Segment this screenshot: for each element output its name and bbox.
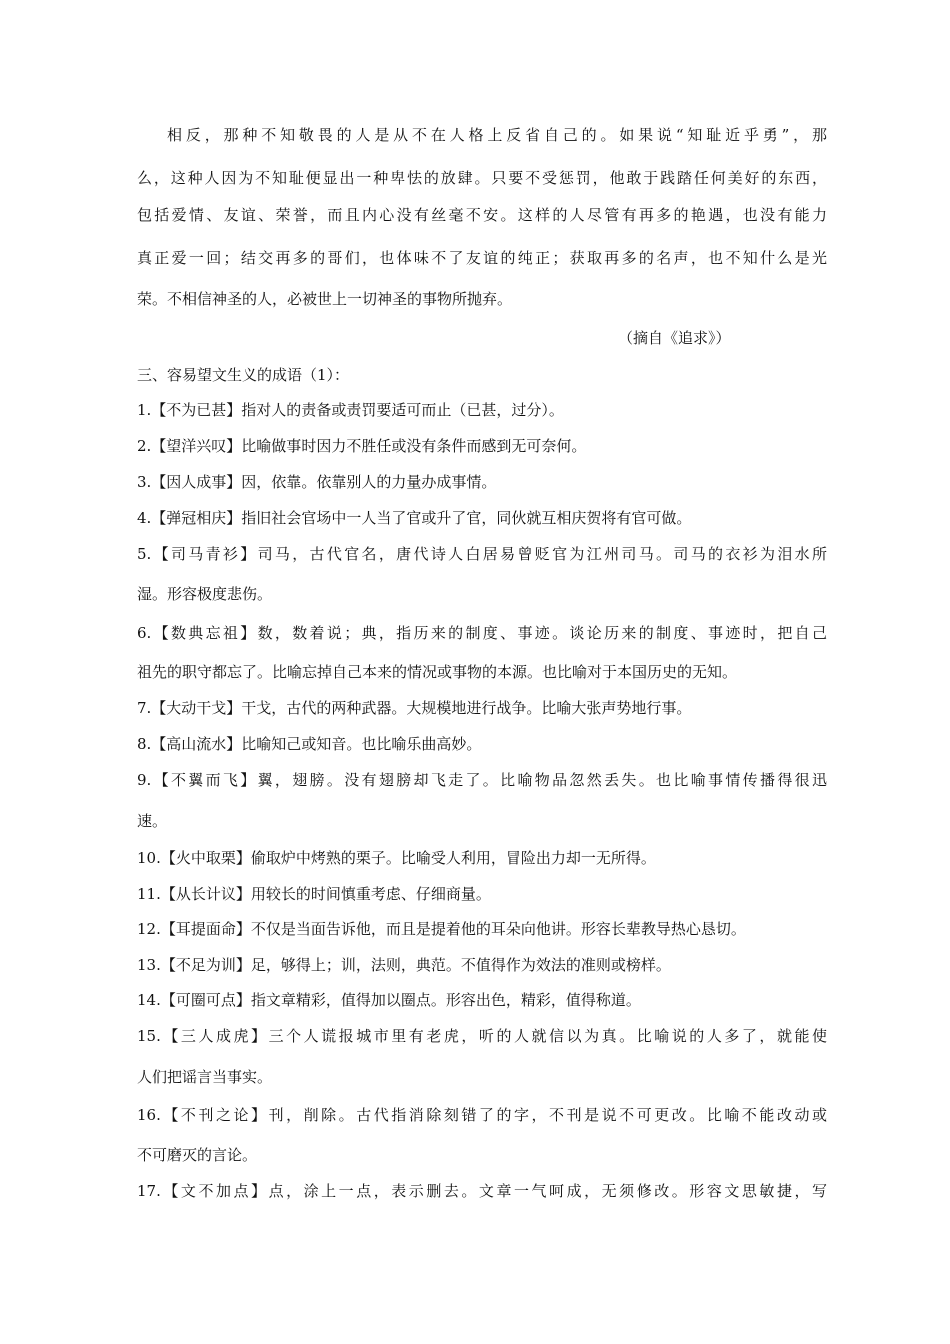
passage-line: 么，这种人因为不知耻便显出一种卑怯的放肆。只要不受惩罚，他敢于践踏任何美好的东西， xyxy=(137,169,827,187)
idiom-line: 不可磨灭的言论。 xyxy=(137,1146,258,1164)
idiom-line: 13.【不足为训】足，够得上；训，法则，典范。不值得作为效法的准则或榜样。 xyxy=(137,956,671,974)
idiom-line: 速。 xyxy=(137,812,168,830)
idiom-line: 17.【文不加点】点，涂上一点，表示删去。文章一气呵成，无须修改。形容文思敏捷，写 xyxy=(137,1182,827,1200)
passage-line: 包括爱情、友谊、荣誉，而且内心没有丝毫不安。这样的人尽管有再多的艳遇，也没有能力 xyxy=(137,206,827,224)
idiom-line: 5.【司马青衫】司马，古代官名，唐代诗人白居易曾贬官为江州司马。司马的衣衫为泪水所 xyxy=(137,545,827,563)
idiom-line: 11.【从长计议】用较长的时间慎重考虑、仔细商量。 xyxy=(137,885,491,903)
idiom-line: 湿。形容极度悲伤。 xyxy=(137,585,273,603)
section-heading: 三、容易望文生义的成语（1）： xyxy=(137,366,350,384)
passage-line: 相反，那种不知敬畏的人是从不在人格上反省自己的。如果说“知耻近乎勇”，那 xyxy=(167,126,827,144)
idiom-line: 7.【大动干戈】干戈，古代的两种武器。大规模地进行战争。比喻大张声势地行事。 xyxy=(137,699,692,717)
idiom-line: 人们把谣言当事实。 xyxy=(137,1068,273,1086)
idiom-line: 14.【可圈可点】指文章精彩，值得加以圈点。形容出色，精彩，值得称道。 xyxy=(137,991,641,1009)
idiom-line: 6.【数典忘祖】数，数着说；典，指历来的制度、事迹。谈论历来的制度、事迹时，把自己 xyxy=(137,624,827,642)
passage-line: 真正爱一回；结交再多的哥们，也体味不了友谊的纯正；获取再多的名声，也不知什么是光 xyxy=(137,249,827,267)
idiom-line: 4.【弹冠相庆】指旧社会官场中一人当了官或升了官，同伙就互相庆贺将有官可做。 xyxy=(137,509,692,527)
idiom-line: 祖先的职守都忘了。比喻忘掉自己本来的情况或事物的本源。也比喻对于本国历史的无知。 xyxy=(137,663,738,681)
passage-source: （摘自《追求》） xyxy=(618,329,731,347)
idiom-line: 10.【火中取栗】偷取炉中烤熟的栗子。比喻受人利用，冒险出力却一无所得。 xyxy=(137,849,656,867)
idiom-line: 9.【不翼而飞】翼，翅膀。没有翅膀却飞走了。比喻物品忽然丢失。也比喻事情传播得很迅 xyxy=(137,771,827,789)
idiom-line: 3.【因人成事】因，依靠。依靠别人的力量办成事情。 xyxy=(137,473,497,491)
idiom-line: 1.【不为已甚】指对人的责备或责罚要适可而止（已甚，过分）。 xyxy=(137,401,564,419)
idiom-line: 12.【耳提面命】不仅是当面告诉他，而且是提着他的耳朵向他讲。形容长辈教导热心恳切。 xyxy=(137,920,746,938)
idiom-line: 15.【三人成虎】三个人谎报城市里有老虎，听的人就信以为真。比喻说的人多了，就能使 xyxy=(137,1027,827,1045)
idiom-line: 8.【高山流水】比喻知己或知音。也比喻乐曲高妙。 xyxy=(137,735,482,753)
idiom-line: 16.【不刊之论】刊，削除。古代指消除刻错了的字，不刊是说不可更改。比喻不能改动或 xyxy=(137,1106,827,1124)
idiom-line: 2.【望洋兴叹】比喻做事时因力不胜任或没有条件而感到无可奈何。 xyxy=(137,437,587,455)
passage-line: 荣。不相信神圣的人，必被世上一切神圣的事物所抛弃。 xyxy=(137,290,513,308)
